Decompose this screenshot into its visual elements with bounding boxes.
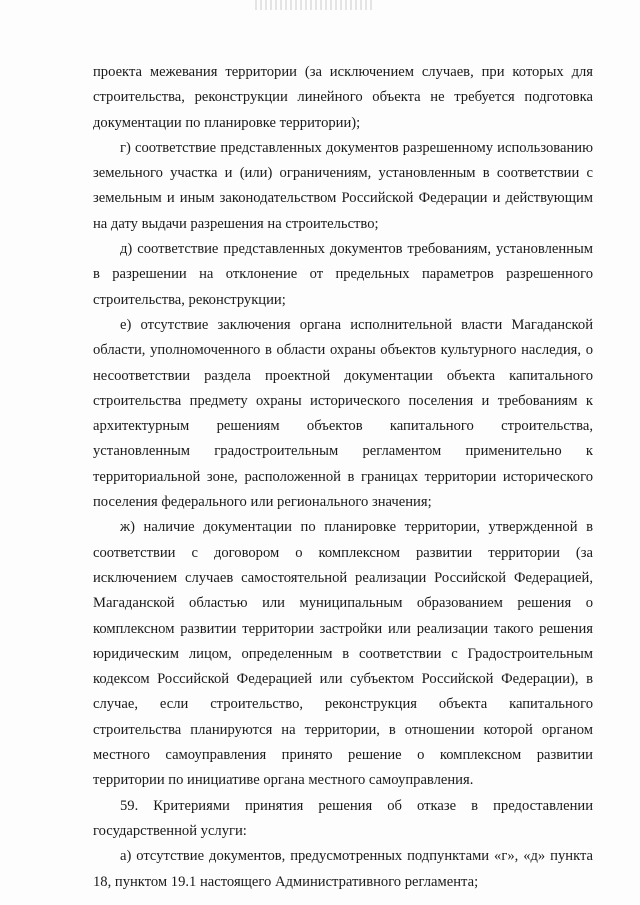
paragraph-item-zh: ж) наличие документации по планировке территории, утвержденной в соответствии с договором о комплексном развитии территории (за исключением случаев самостоятельной реализации Российской Федерацией, Магаданской областью или муниципальным образованием решения о комплексном развитии территории застройки или реализации такого решения юридическим лицом, определенным в соответствии с Градостроительным кодексом Российской Федерацией или субъектом Российской Федерации), в случае, если строительство, реконструкция объекта капитального строительства планируются на территории, в отношении которой органом местного самоуправления принято решение о комплексном развитии территории по инициативе органа местного самоуправления. (93, 519, 593, 789)
paragraph-item-g: г) соответствие представленных документов разрешенному использованию земельного участка и (или) ограничениям, установленным в соответствии с земельным и иным законодательством Российской Федерации и действующим на дату выдачи разрешения на строительство; (93, 139, 593, 232)
paragraph-item-a: а) отсутствие документов, предусмотренных подпунктами «г», «д» пункта 18, пунктом 19.1 настоящего Административного регламента; (93, 848, 593, 890)
paragraph-continuation: проекта межевания территории (за исключением случаев, при которых для строительства, реконструкции линейного объекта не требуется подготовка документации по планировке территории); (93, 64, 593, 131)
paragraph-section-59: 59. Критериями принятия решения об отказе в предоставлении государственной услуги: (93, 797, 593, 839)
document-body (93, 60, 593, 895)
paragraph-item-e: е) отсутствие заключения органа исполнительной власти Магаданской области, уполномоченного в области охраны объектов культурного наследия, о несоответствии раздела проектной документации объекта капитального строительства предмету охраны исторического поселения и требованиям к архитектурным решениям объектов капитального строительства, установленным градостроительным регламентом применительно к территориальной зоне, расположенной в границах территории исторического поселения федерального или регионального значения; (93, 316, 593, 511)
scan-artifact (255, 0, 375, 10)
paragraph-item-d: д) соответствие представленных документов требованиям, установленным в разрешении на отклонение от предельных параметров разрешенного строительства, реконструкции; (93, 241, 593, 308)
